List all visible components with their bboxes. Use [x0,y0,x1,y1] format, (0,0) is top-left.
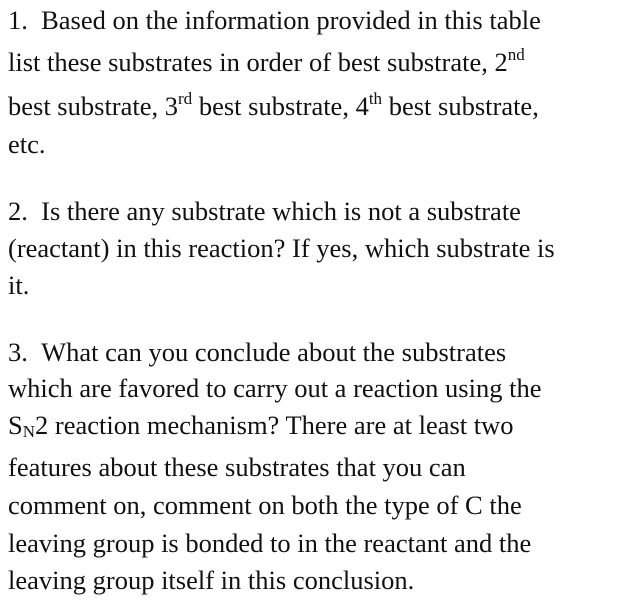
superscript-nd: nd [507,45,525,64]
question-3-text-line-1: What can you conclude about the substrates [41,337,507,367]
question-1-line-2 [8,44,525,80]
question-3-text-line-4: features about these substrates that you can [8,452,466,482]
question-2-line-2 [8,230,555,266]
question-3-text-line-2: which are favored to carry out a reaction using the [8,373,542,403]
question-2-text-line-2: (reactant) in this reaction? If yes, which substrate is [8,233,555,263]
question-2-text-line-3: it. [8,270,30,300]
superscript-rd: rd [178,89,193,108]
question-1-line-4 [8,126,46,162]
question-3-line-3 [8,407,514,443]
question-3-text-line-5: comment on, comment on both the type of C the [8,490,522,520]
question-3-text-line-7: leaving group itself in this conclusion. [8,565,415,595]
question-1-text-line-3c: best substrate, [382,91,539,121]
question-3-text-line-3b: 2 reaction mechanism? There are at least two [35,410,514,440]
superscript-th: th [368,89,383,108]
question-1-line-3 [8,88,539,124]
question-1-text-line-3b: best substrate, 4 [192,91,369,121]
question-3-text-line-6: leaving group is bonded to in the reactant and the [8,528,532,558]
question-3-line-6 [8,525,531,561]
question-2-line-3 [8,267,29,303]
question-1-number: 1. [8,5,28,35]
question-2-number: 2. [8,196,28,226]
question-1-text-line-1: Based on the information provided in this table [41,5,541,35]
question-3-line-2 [8,370,541,406]
question-1-text-line-4: etc. [8,129,46,159]
question-1-text-line-3a: best substrate, 3 [8,91,179,121]
question-2-line-1 [8,193,521,229]
question-2-text-line-1: Is there any substrate which is not a substrate [41,196,521,226]
question-3-text-line-3a: S [8,410,23,440]
question-1-text-line-2: list these substrates in order of best substrate, 2 [8,47,508,77]
question-3-line-7 [8,562,414,598]
question-3-line-5 [8,487,522,523]
question-1-line-1 [8,2,541,38]
subscript-n: N [22,422,36,441]
question-3-line-4 [8,449,466,485]
question-3-line-1 [8,334,506,370]
question-3-number: 3. [8,337,28,367]
